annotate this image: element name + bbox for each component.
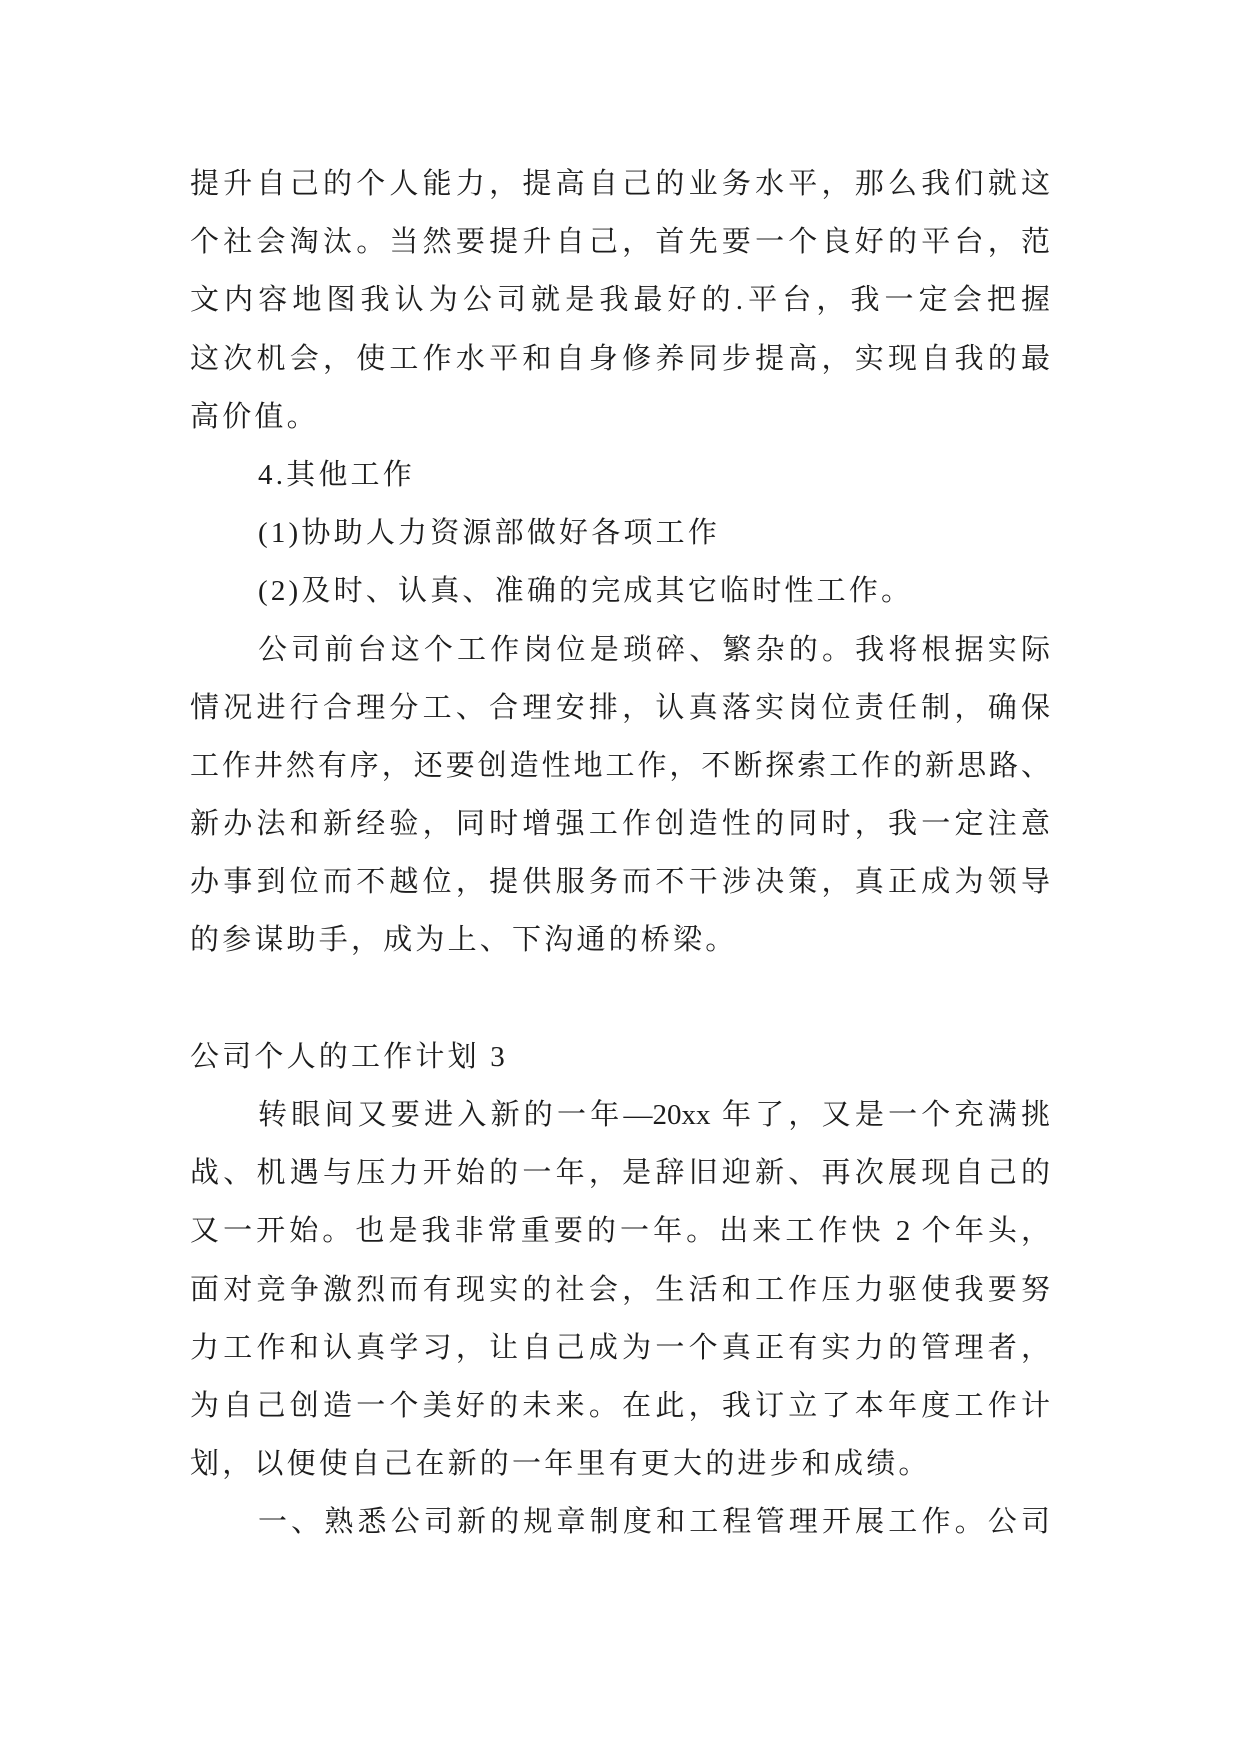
text-line: (2)及时、认真、准确的完成其它临时性工作。 <box>258 575 914 608</box>
text-line: 新办法和新经验，同时增强工作创造性的同时，我一定注意 <box>190 808 1050 841</box>
text-line: 情况进行合理分工、合理安排，认真落实岗位责任制，确保 <box>190 691 1050 724</box>
text-line: 这次机会，使工作水平和自身修养同步提高，实现自我的最 <box>190 342 1050 375</box>
section-heading <box>190 1028 1050 1086</box>
paragraph <box>190 1493 1050 1551</box>
text-line: 又一开始。也是我非常重要的一年。出来工作快 2 个年头， <box>190 1215 1050 1248</box>
text-line: 划，以便使自己在新的一年里有更大的进步和成绩。 <box>190 1448 931 1481</box>
text-line: 个社会淘汰。当然要提升自己，首先要一个良好的平台，范 <box>190 226 1050 259</box>
text-line: 转眼间又要进入新的一年—20xx 年了，又是一个充满挑 <box>258 1099 1050 1131</box>
text-line: 公司前台这个工作岗位是琐碎、繁杂的。我将根据实际 <box>258 633 1050 666</box>
text-line: 面对竞争激烈而有现实的社会，生活和工作压力驱使我要努 <box>190 1273 1050 1306</box>
text-line: 办事到位而不越位，提供服务而不干涉决策，真正成为领导 <box>190 866 1050 899</box>
document-body <box>190 155 1050 1552</box>
list-item <box>190 562 1050 620</box>
paragraph <box>190 155 1050 446</box>
text-line: 为自己创造一个美好的未来。在此，我订立了本年度工作计 <box>190 1389 1050 1422</box>
text-line: 文内容地图我认为公司就是我最好的.平台，我一定会把握 <box>190 284 1050 317</box>
text-line: 公司个人的工作计划 3 <box>190 1040 508 1073</box>
text-line: 工作井然有序，还要创造性地工作，不断探索工作的新思路、 <box>190 749 1050 782</box>
text-line: 力工作和认真学习，让自己成为一个真正有实力的管理者， <box>190 1331 1050 1364</box>
list-item <box>190 504 1050 562</box>
text-line: 提升自己的个人能力，提高自己的业务水平，那么我们就这 <box>190 168 1050 200</box>
text-line: 一、熟悉公司新的规章制度和工程管理开展工作。公司 <box>258 1506 1050 1539</box>
list-heading <box>190 446 1050 504</box>
paragraph <box>190 621 1050 970</box>
text-line: 的参谋助手，成为上、下沟通的桥梁。 <box>190 924 738 957</box>
text-line: 4.其他工作 <box>258 458 415 491</box>
text-line: 战、机遇与压力开始的一年，是辞旧迎新、再次展现自己的 <box>190 1157 1050 1190</box>
text-line: 高价值。 <box>190 400 319 433</box>
text-line: (1)协助人力资源部做好各项工作 <box>258 517 721 550</box>
paragraph <box>190 1086 1050 1493</box>
